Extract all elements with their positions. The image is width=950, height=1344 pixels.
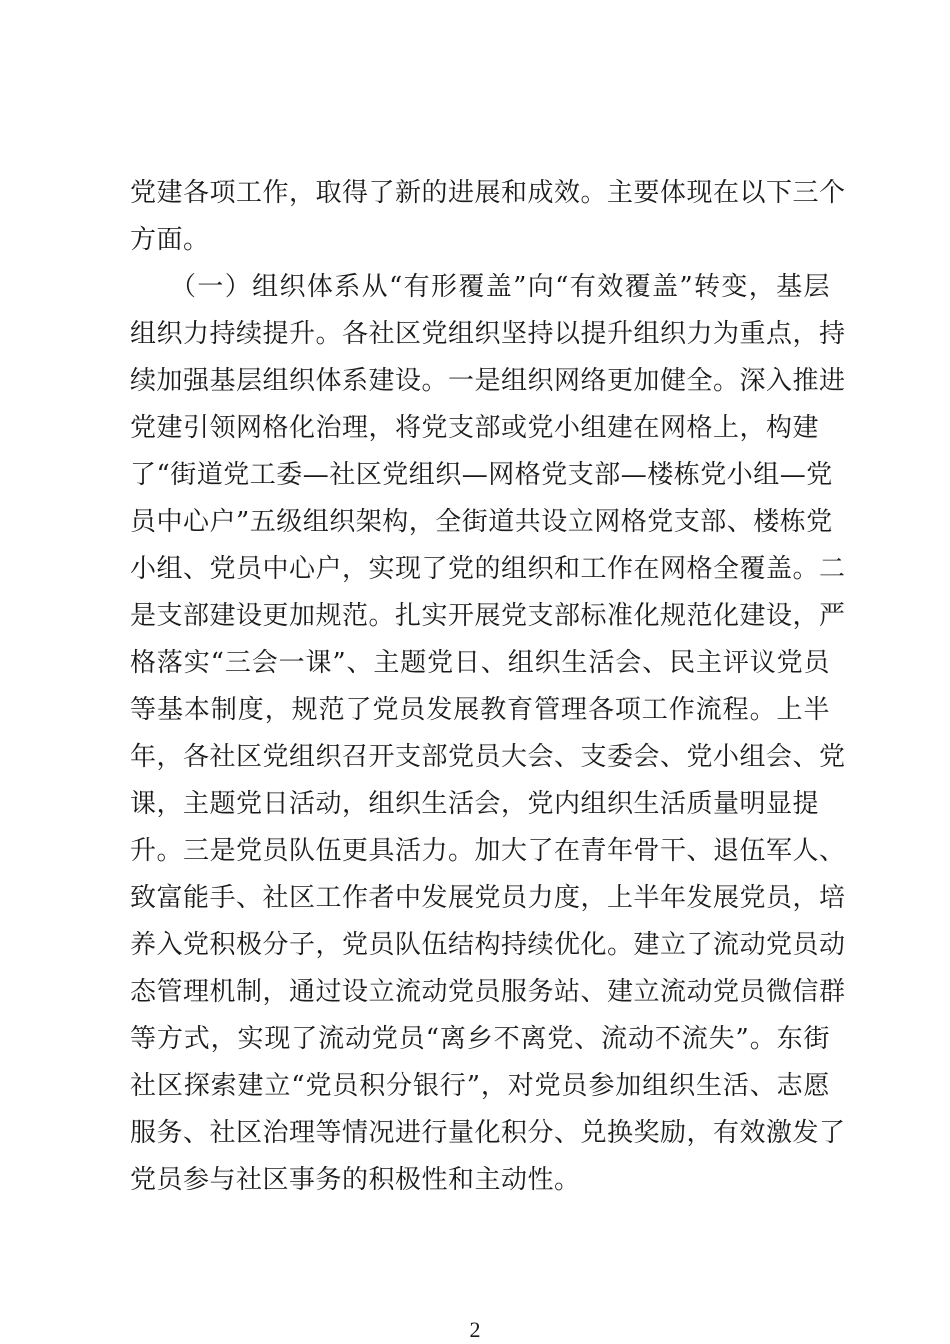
text-line-8: 员中心户”五级组织架构，全街道共设立网格党支部、楼栋党 — [130, 507, 833, 537]
text-line-17: 养入党积极分子，党员队伍结构持续优化。建立了流动党员动 — [130, 930, 846, 960]
text-line-22: 党员参与社区事务的积极性和主动性。 — [130, 1165, 581, 1195]
body-text — [130, 170, 846, 1204]
page-number: 2 — [469, 1317, 481, 1342]
text-line-15: 升。三是党员队伍更具活力。加大了在青年骨干、退伍军人、 — [130, 836, 846, 866]
text-line-7: 了“街道党工委—社区党组织—网格党支部—楼栋党小组—党 — [130, 460, 833, 490]
text-line-6: 党建引领网格化治理，将党支部或党小组建在网格上，构建 — [130, 413, 820, 443]
text-line-16: 致富能手、社区工作者中发展党员力度，上半年发展党员，培 — [130, 883, 846, 913]
text-line-4: 组织力持续提升。各社区党组织坚持以提升组织力为重点，持 — [130, 319, 846, 349]
text-line-9: 小组、党员中心户，实现了党的组织和工作在网格全覆盖。二 — [130, 554, 846, 584]
text-line-10: 是支部建设更加规范。扎实开展党支部标准化规范化建设，严 — [130, 601, 846, 631]
text-line-21: 服务、社区治理等情况进行量化积分、兑换奖励，有效激发了 — [130, 1118, 846, 1148]
text-line-11: 格落实“三会一课”、主题党日、组织生活会、民主评议党员 — [130, 648, 830, 678]
text-line-3: （一）组织体系从“有形覆盖”向“有效覆盖”转变，基层 — [170, 272, 830, 302]
text-line-12: 等基本制度，规范了党员发展教育管理各项工作流程。上半 — [130, 695, 830, 725]
text-line-5: 续加强基层组织体系建设。一是组织网络更加健全。深入推进 — [130, 366, 846, 396]
text-line-13: 年，各社区党组织召开支部党员大会、支委会、党小组会、党 — [130, 742, 846, 772]
text-line-18: 态管理机制，通过设立流动党员服务站、建立流动党员微信群 — [130, 977, 846, 1007]
text-line-14: 课，主题党日活动，组织生活会，党内组织生活质量明显提 — [130, 789, 820, 819]
text-line-19: 等方式，实现了流动党员“离乡不离党、流动不流失”。东街 — [130, 1024, 830, 1054]
text-line-2: 方面。 — [130, 225, 210, 255]
text-line-20: 社区探索建立“党员积分银行”，对党员参加组织生活、志愿 — [130, 1071, 830, 1101]
text-line-1: 党建各项工作，取得了新的进展和成效。主要体现在以下三个 — [130, 178, 846, 208]
